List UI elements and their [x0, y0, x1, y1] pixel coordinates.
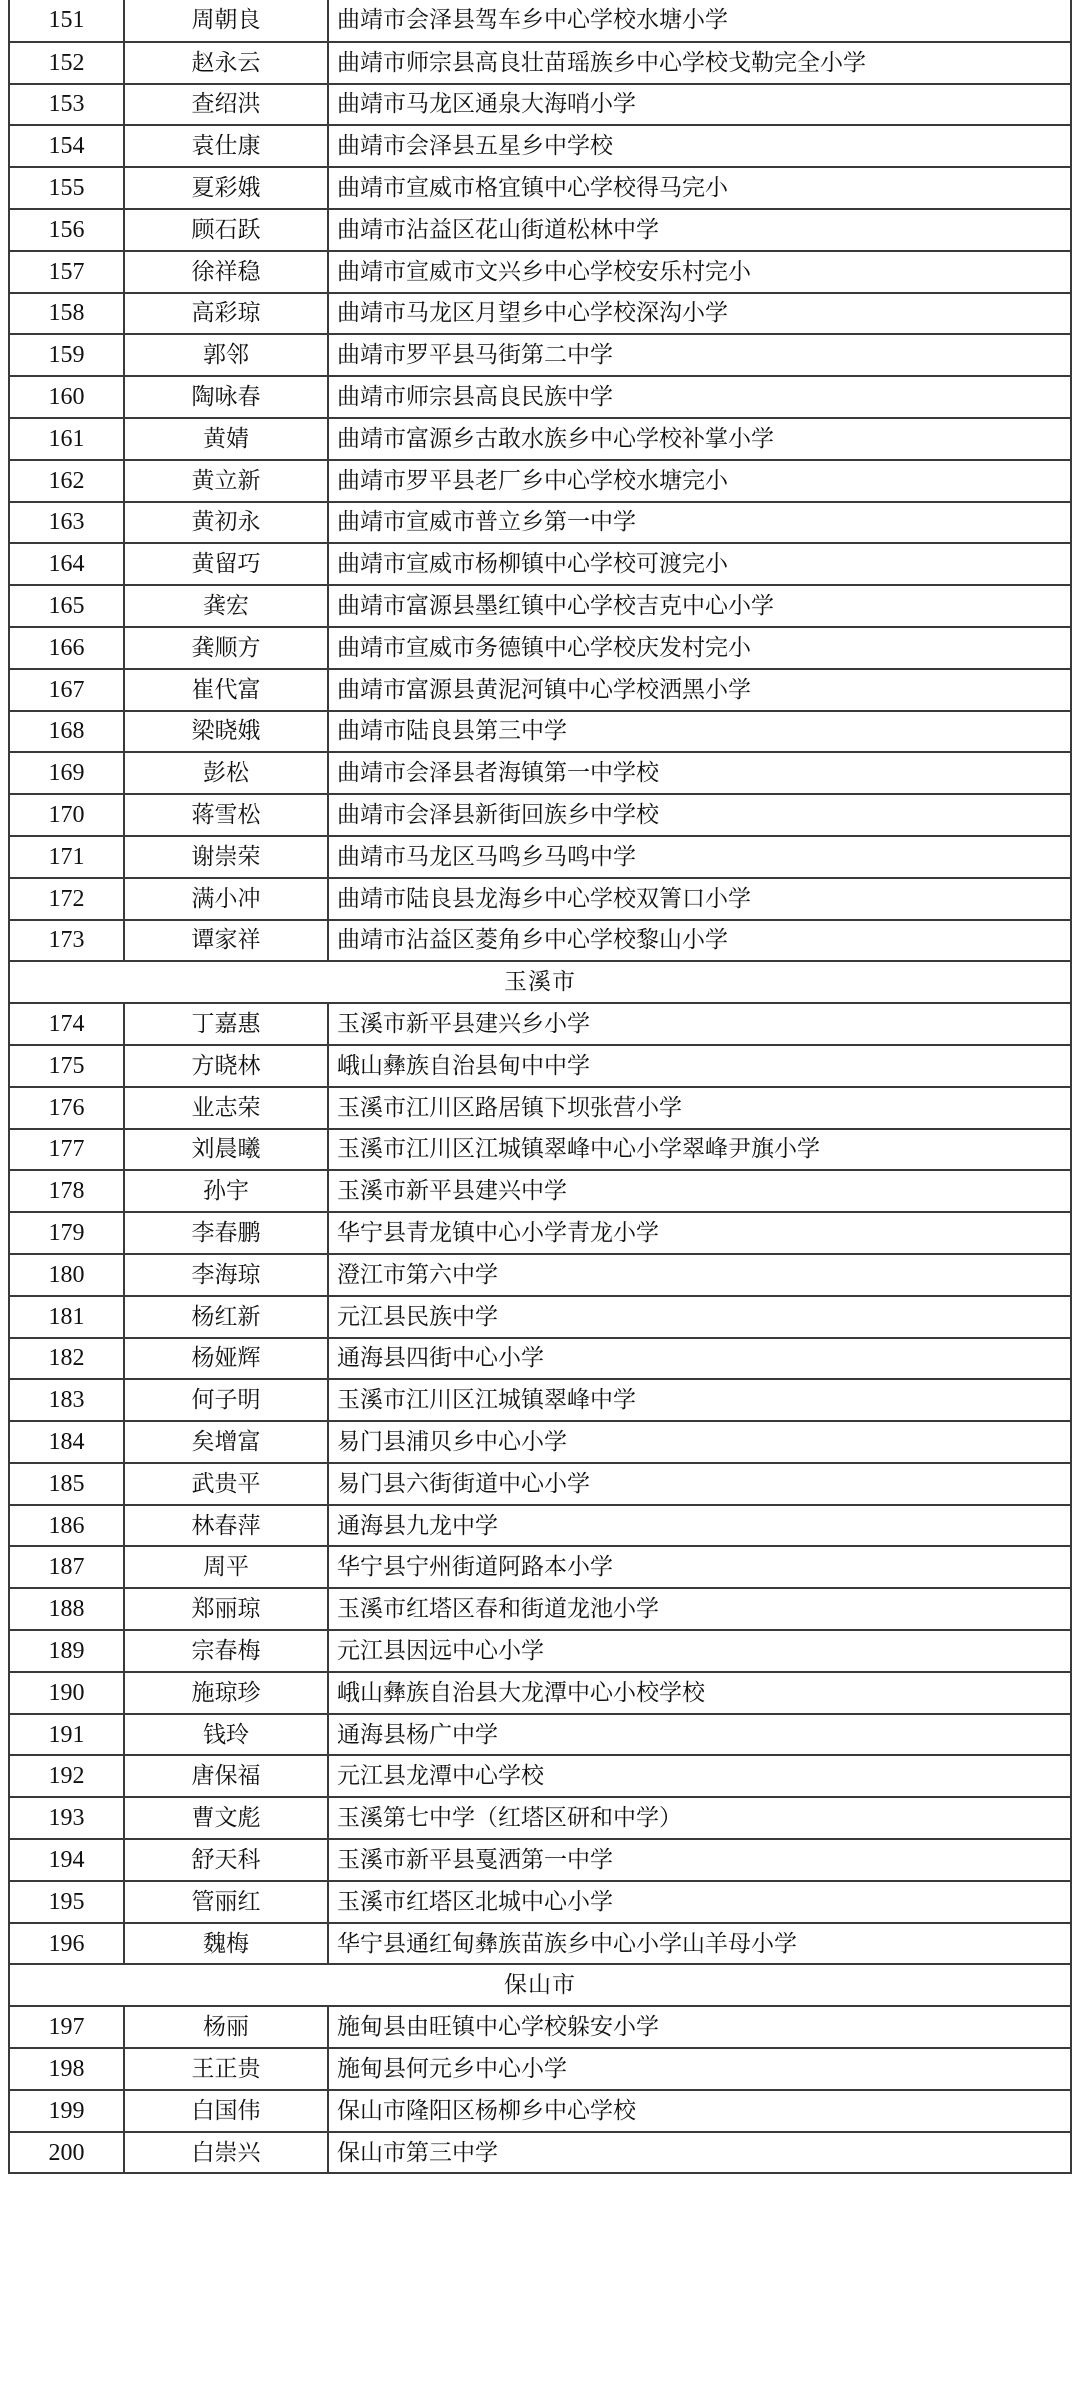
school-name: 曲靖市沾益区菱角乡中心学校黎山小学	[328, 920, 1071, 962]
school-name: 曲靖市会泽县者海镇第一中学校	[328, 752, 1071, 794]
school-name: 曲靖市富源县墨红镇中心学校吉克中心小学	[328, 585, 1071, 627]
table-row	[9, 752, 1071, 794]
row-number: 152	[9, 42, 124, 84]
person-name: 林春萍	[124, 1505, 328, 1547]
row-number: 157	[9, 251, 124, 293]
table-row	[9, 1170, 1071, 1212]
row-number: 194	[9, 1839, 124, 1881]
school-name: 曲靖市会泽县新街回族乡中学校	[328, 794, 1071, 836]
table-row	[9, 1839, 1071, 1881]
row-number: 187	[9, 1546, 124, 1588]
table-row	[9, 2006, 1071, 2048]
person-name: 杨红新	[124, 1296, 328, 1338]
school-name: 曲靖市陆良县第三中学	[328, 711, 1071, 753]
person-name: 白崇兴	[124, 2132, 328, 2174]
person-name: 曹文彪	[124, 1797, 328, 1839]
person-name: 龚顺方	[124, 627, 328, 669]
person-name: 周朝良	[124, 0, 328, 42]
row-number: 198	[9, 2048, 124, 2090]
person-name: 黄初永	[124, 502, 328, 544]
row-number: 169	[9, 752, 124, 794]
row-number: 196	[9, 1923, 124, 1965]
row-number: 188	[9, 1588, 124, 1630]
person-name: 蒋雪松	[124, 794, 328, 836]
school-name: 保山市隆阳区杨柳乡中心学校	[328, 2090, 1071, 2132]
table-row	[9, 1338, 1071, 1380]
person-name: 黄婧	[124, 418, 328, 460]
table-row	[9, 167, 1071, 209]
school-name: 玉溪市江川区江城镇翠峰中学	[328, 1379, 1071, 1421]
table-row	[9, 251, 1071, 293]
person-name: 梁晓娥	[124, 711, 328, 753]
table-row	[9, 502, 1071, 544]
table-row	[9, 418, 1071, 460]
row-number: 156	[9, 209, 124, 251]
row-number: 167	[9, 669, 124, 711]
table-row	[9, 1546, 1071, 1588]
school-name: 曲靖市师宗县高良民族中学	[328, 376, 1071, 418]
school-name: 曲靖市富源县黄泥河镇中心学校洒黑小学	[328, 669, 1071, 711]
table-row	[9, 711, 1071, 753]
person-name: 何子明	[124, 1379, 328, 1421]
section-title: 保山市	[9, 1964, 1071, 2006]
table-row	[9, 1881, 1071, 1923]
table-row	[9, 878, 1071, 920]
school-name: 玉溪市江川区路居镇下坝张营小学	[328, 1087, 1071, 1129]
school-name: 曲靖市沾益区花山街道松林中学	[328, 209, 1071, 251]
school-name: 曲靖市罗平县马街第二中学	[328, 334, 1071, 376]
table-row	[9, 1296, 1071, 1338]
row-number: 173	[9, 920, 124, 962]
row-number: 151	[9, 0, 124, 42]
person-name: 杨娅辉	[124, 1338, 328, 1380]
person-name: 彭松	[124, 752, 328, 794]
school-name: 华宁县通红甸彝族苗族乡中心小学山羊母小学	[328, 1923, 1071, 1965]
table-row	[9, 1379, 1071, 1421]
row-number: 200	[9, 2132, 124, 2174]
person-name: 舒天科	[124, 1839, 328, 1881]
school-name: 曲靖市会泽县驾车乡中心学校水塘小学	[328, 0, 1071, 42]
person-name: 王正贵	[124, 2048, 328, 2090]
row-number: 174	[9, 1003, 124, 1045]
table-row	[9, 334, 1071, 376]
person-name: 业志荣	[124, 1087, 328, 1129]
school-name: 曲靖市马龙区月望乡中心学校深沟小学	[328, 293, 1071, 335]
table-row	[9, 2132, 1071, 2174]
row-number: 160	[9, 376, 124, 418]
school-name: 通海县四街中心小学	[328, 1338, 1071, 1380]
row-number: 181	[9, 1296, 124, 1338]
person-name: 郑丽琼	[124, 1588, 328, 1630]
table-row	[9, 794, 1071, 836]
person-name: 查绍洪	[124, 84, 328, 126]
person-name: 崔代富	[124, 669, 328, 711]
table-row	[9, 1588, 1071, 1630]
row-number: 155	[9, 167, 124, 209]
person-name: 谭家祥	[124, 920, 328, 962]
person-name: 宗春梅	[124, 1630, 328, 1672]
person-name: 周平	[124, 1546, 328, 1588]
table-row	[9, 1003, 1071, 1045]
section-header-row	[9, 1964, 1071, 2006]
table-row	[9, 1421, 1071, 1463]
person-name: 徐祥稳	[124, 251, 328, 293]
row-number: 175	[9, 1045, 124, 1087]
school-name: 玉溪第七中学（红塔区研和中学）	[328, 1797, 1071, 1839]
school-name: 保山市第三中学	[328, 2132, 1071, 2174]
school-name: 曲靖市宣威市务德镇中心学校庆发村完小	[328, 627, 1071, 669]
row-number: 190	[9, 1672, 124, 1714]
row-number: 162	[9, 460, 124, 502]
row-number: 165	[9, 585, 124, 627]
table-row	[9, 1755, 1071, 1797]
school-name: 玉溪市红塔区春和街道龙池小学	[328, 1588, 1071, 1630]
table-row	[9, 125, 1071, 167]
person-name: 孙宇	[124, 1170, 328, 1212]
row-number: 171	[9, 836, 124, 878]
person-name: 顾石跃	[124, 209, 328, 251]
row-number: 193	[9, 1797, 124, 1839]
row-number: 159	[9, 334, 124, 376]
honor-roll-body	[9, 0, 1071, 2173]
school-name: 华宁县青龙镇中心小学青龙小学	[328, 1212, 1071, 1254]
school-name: 曲靖市马龙区马鸣乡马鸣中学	[328, 836, 1071, 878]
person-name: 黄立新	[124, 460, 328, 502]
table-row	[9, 2048, 1071, 2090]
school-name: 元江县龙潭中心学校	[328, 1755, 1071, 1797]
table-row	[9, 1923, 1071, 1965]
person-name: 唐保福	[124, 1755, 328, 1797]
person-name: 赵永云	[124, 42, 328, 84]
school-name: 曲靖市陆良县龙海乡中心学校双箐口小学	[328, 878, 1071, 920]
table-row	[9, 84, 1071, 126]
table-row	[9, 836, 1071, 878]
table-row	[9, 543, 1071, 585]
table-row	[9, 627, 1071, 669]
table-row	[9, 1087, 1071, 1129]
person-name: 方晓林	[124, 1045, 328, 1087]
honor-roll-table	[8, 0, 1072, 2174]
person-name: 黄留巧	[124, 543, 328, 585]
row-number: 185	[9, 1463, 124, 1505]
school-name: 玉溪市江川区江城镇翠峰中心小学翠峰尹旗小学	[328, 1129, 1071, 1171]
row-number: 191	[9, 1714, 124, 1756]
row-number: 177	[9, 1129, 124, 1171]
school-name: 华宁县宁州街道阿路本小学	[328, 1546, 1071, 1588]
row-number: 153	[9, 84, 124, 126]
table-row	[9, 2090, 1071, 2132]
row-number: 183	[9, 1379, 124, 1421]
school-name: 曲靖市宣威市普立乡第一中学	[328, 502, 1071, 544]
section-title: 玉溪市	[9, 961, 1071, 1003]
person-name: 丁嘉惠	[124, 1003, 328, 1045]
row-number: 166	[9, 627, 124, 669]
row-number: 199	[9, 2090, 124, 2132]
table-row	[9, 0, 1071, 42]
row-number: 170	[9, 794, 124, 836]
school-name: 曲靖市宣威市格宜镇中心学校得马完小	[328, 167, 1071, 209]
school-name: 玉溪市新平县戛洒第一中学	[328, 1839, 1071, 1881]
table-row	[9, 920, 1071, 962]
school-name: 通海县九龙中学	[328, 1505, 1071, 1547]
school-name: 曲靖市会泽县五星乡中学校	[328, 125, 1071, 167]
school-name: 曲靖市富源乡古敢水族乡中心学校补掌小学	[328, 418, 1071, 460]
person-name: 刘晨曦	[124, 1129, 328, 1171]
person-name: 谢崇荣	[124, 836, 328, 878]
person-name: 武贵平	[124, 1463, 328, 1505]
row-number: 189	[9, 1630, 124, 1672]
table-row	[9, 1714, 1071, 1756]
person-name: 龚宏	[124, 585, 328, 627]
school-name: 澄江市第六中学	[328, 1254, 1071, 1296]
row-number: 158	[9, 293, 124, 335]
school-name: 曲靖市马龙区通泉大海哨小学	[328, 84, 1071, 126]
table-row	[9, 376, 1071, 418]
table-row	[9, 460, 1071, 502]
person-name: 陶咏春	[124, 376, 328, 418]
table-row	[9, 1672, 1071, 1714]
school-name: 曲靖市宣威市文兴乡中心学校安乐村完小	[328, 251, 1071, 293]
table-row	[9, 1212, 1071, 1254]
row-number: 197	[9, 2006, 124, 2048]
school-name: 通海县杨广中学	[328, 1714, 1071, 1756]
table-row	[9, 585, 1071, 627]
school-name: 峨山彝族自治县甸中中学	[328, 1045, 1071, 1087]
row-number: 192	[9, 1755, 124, 1797]
person-name: 杨丽	[124, 2006, 328, 2048]
table-row	[9, 1505, 1071, 1547]
school-name: 元江县民族中学	[328, 1296, 1071, 1338]
row-number: 180	[9, 1254, 124, 1296]
school-name: 玉溪市新平县建兴乡小学	[328, 1003, 1071, 1045]
row-number: 186	[9, 1505, 124, 1547]
table-row	[9, 1045, 1071, 1087]
person-name: 郭邻	[124, 334, 328, 376]
table-row	[9, 1254, 1071, 1296]
table-row	[9, 669, 1071, 711]
person-name: 李海琼	[124, 1254, 328, 1296]
school-name: 玉溪市红塔区北城中心小学	[328, 1881, 1071, 1923]
table-row	[9, 42, 1071, 84]
school-name: 元江县因远中心小学	[328, 1630, 1071, 1672]
person-name: 钱玲	[124, 1714, 328, 1756]
school-name: 曲靖市罗平县老厂乡中心学校水塘完小	[328, 460, 1071, 502]
table-row	[9, 293, 1071, 335]
school-name: 易门县浦贝乡中心小学	[328, 1421, 1071, 1463]
row-number: 164	[9, 543, 124, 585]
person-name: 施琼珍	[124, 1672, 328, 1714]
school-name: 施甸县何元乡中心小学	[328, 2048, 1071, 2090]
person-name: 高彩琼	[124, 293, 328, 335]
table-row	[9, 1630, 1071, 1672]
person-name: 满小冲	[124, 878, 328, 920]
row-number: 179	[9, 1212, 124, 1254]
school-name: 曲靖市师宗县高良壮苗瑶族乡中心学校戈勒完全小学	[328, 42, 1071, 84]
school-name: 曲靖市宣威市杨柳镇中心学校可渡完小	[328, 543, 1071, 585]
row-number: 154	[9, 125, 124, 167]
row-number: 184	[9, 1421, 124, 1463]
person-name: 夏彩娥	[124, 167, 328, 209]
person-name: 魏梅	[124, 1923, 328, 1965]
row-number: 176	[9, 1087, 124, 1129]
table-row	[9, 1463, 1071, 1505]
person-name: 矣增富	[124, 1421, 328, 1463]
row-number: 195	[9, 1881, 124, 1923]
person-name: 白国伟	[124, 2090, 328, 2132]
row-number: 168	[9, 711, 124, 753]
school-name: 玉溪市新平县建兴中学	[328, 1170, 1071, 1212]
row-number: 163	[9, 502, 124, 544]
row-number: 182	[9, 1338, 124, 1380]
table-row	[9, 1129, 1071, 1171]
school-name: 施甸县由旺镇中心学校躲安小学	[328, 2006, 1071, 2048]
table-row	[9, 209, 1071, 251]
section-header-row	[9, 961, 1071, 1003]
person-name: 管丽红	[124, 1881, 328, 1923]
person-name: 袁仕康	[124, 125, 328, 167]
person-name: 李春鹏	[124, 1212, 328, 1254]
row-number: 178	[9, 1170, 124, 1212]
row-number: 172	[9, 878, 124, 920]
school-name: 峨山彝族自治县大龙潭中心小校学校	[328, 1672, 1071, 1714]
table-row	[9, 1797, 1071, 1839]
school-name: 易门县六街街道中心小学	[328, 1463, 1071, 1505]
row-number: 161	[9, 418, 124, 460]
